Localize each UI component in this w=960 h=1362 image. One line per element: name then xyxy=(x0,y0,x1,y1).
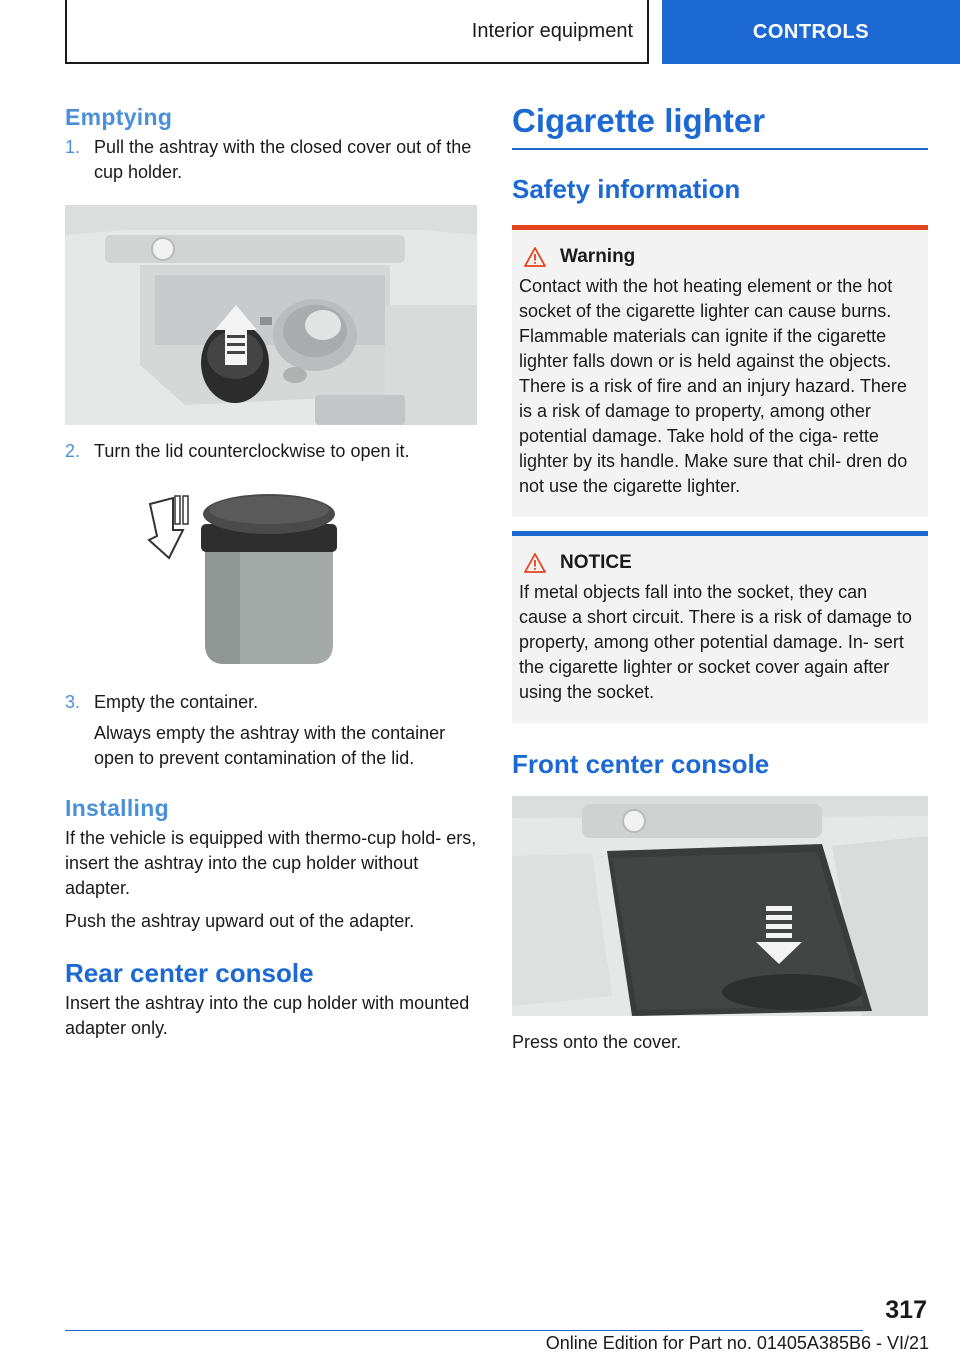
warning-label: Warning xyxy=(560,246,636,267)
cigarette-lighter-title: Cigarette lighter xyxy=(512,102,928,150)
step-2 xyxy=(65,439,477,464)
section-title: Interior equipment xyxy=(471,19,633,42)
notice-text: If metal objects fall into the socket, they can cause a short circuit. There is a risk of damage to property, among other potential damage. In‐ sert the cigarette lighter or socket cover again after using the socket. xyxy=(519,582,912,702)
footer-edition: Online Edition for Part no. 01405A385B6 - VI/21 xyxy=(545,1333,929,1353)
step-number: 3. xyxy=(65,692,81,712)
chapter-title: CONTROLS xyxy=(752,20,870,43)
step-number: 1. xyxy=(65,137,81,157)
front-center-console-heading: Front center console xyxy=(512,749,770,779)
notice-header xyxy=(519,552,920,574)
ashtray-in-cup-holder-illustration xyxy=(65,205,477,425)
page-number: 317 xyxy=(885,1296,927,1324)
header-section-title xyxy=(65,0,649,64)
notice-callout xyxy=(512,531,928,723)
left-column xyxy=(65,96,477,1041)
warning-header xyxy=(519,246,920,268)
notice-label: NOTICE xyxy=(560,552,632,573)
safety-information-heading: Safety information xyxy=(512,174,741,204)
front-center-console-illustration xyxy=(512,796,928,1016)
installing-paragraph-1: If the vehicle is equipped with thermo-cup hold‐ ers, insert the ashtray into the cup holder without adapter. xyxy=(65,828,477,898)
step-text: Turn the lid counterclockwise to open it. xyxy=(94,441,410,461)
rear-center-console-heading: Rear center console xyxy=(65,958,314,988)
step-3 xyxy=(65,690,477,715)
rear-center-console-paragraph: Insert the ashtray into the cup holder with mounted adapter only. xyxy=(65,993,470,1038)
warning-triangle-icon xyxy=(524,247,546,267)
step-number: 2. xyxy=(65,441,81,461)
ashtray-lid-illustration xyxy=(65,484,477,674)
warning-text: Contact with the hot heating element or the hot socket of the cigarette lighter can cause burns. Flammable materials can ignite if the cigarette lighter falls down or is held against the objects. There is a risk of fire and an injury hazard. There is a risk of damage to property, among other potential damage. Take hold of the ciga‐ rette lighter by its handle. Make sure that chil‐ dren do not use the cigarette lighter. xyxy=(519,276,908,496)
step-3-note: Always empty the ashtray with the container open to prevent contamination of the lid. xyxy=(94,723,446,768)
header-chapter-tab[interactable] xyxy=(662,0,960,64)
step-1 xyxy=(65,135,477,185)
front-center-console-paragraph: Press onto the cover. xyxy=(512,1032,682,1052)
notice-triangle-icon xyxy=(524,553,546,573)
ashtray-lid-figure xyxy=(65,484,477,674)
footer-divider xyxy=(65,1330,863,1331)
step-text: Empty the container. xyxy=(94,692,259,712)
warning-callout xyxy=(512,225,928,517)
installing-paragraph-2: Push the ashtray upward out of the adapter. xyxy=(65,911,415,931)
front-center-console-figure xyxy=(512,796,928,1016)
emptying-heading: Emptying xyxy=(65,104,173,130)
step-text: Pull the ashtray with the closed cover out of the cup holder. xyxy=(94,137,472,182)
installing-heading: Installing xyxy=(65,795,169,821)
ashtray-in-cup-holder-figure xyxy=(65,205,477,425)
right-column xyxy=(512,96,928,1055)
